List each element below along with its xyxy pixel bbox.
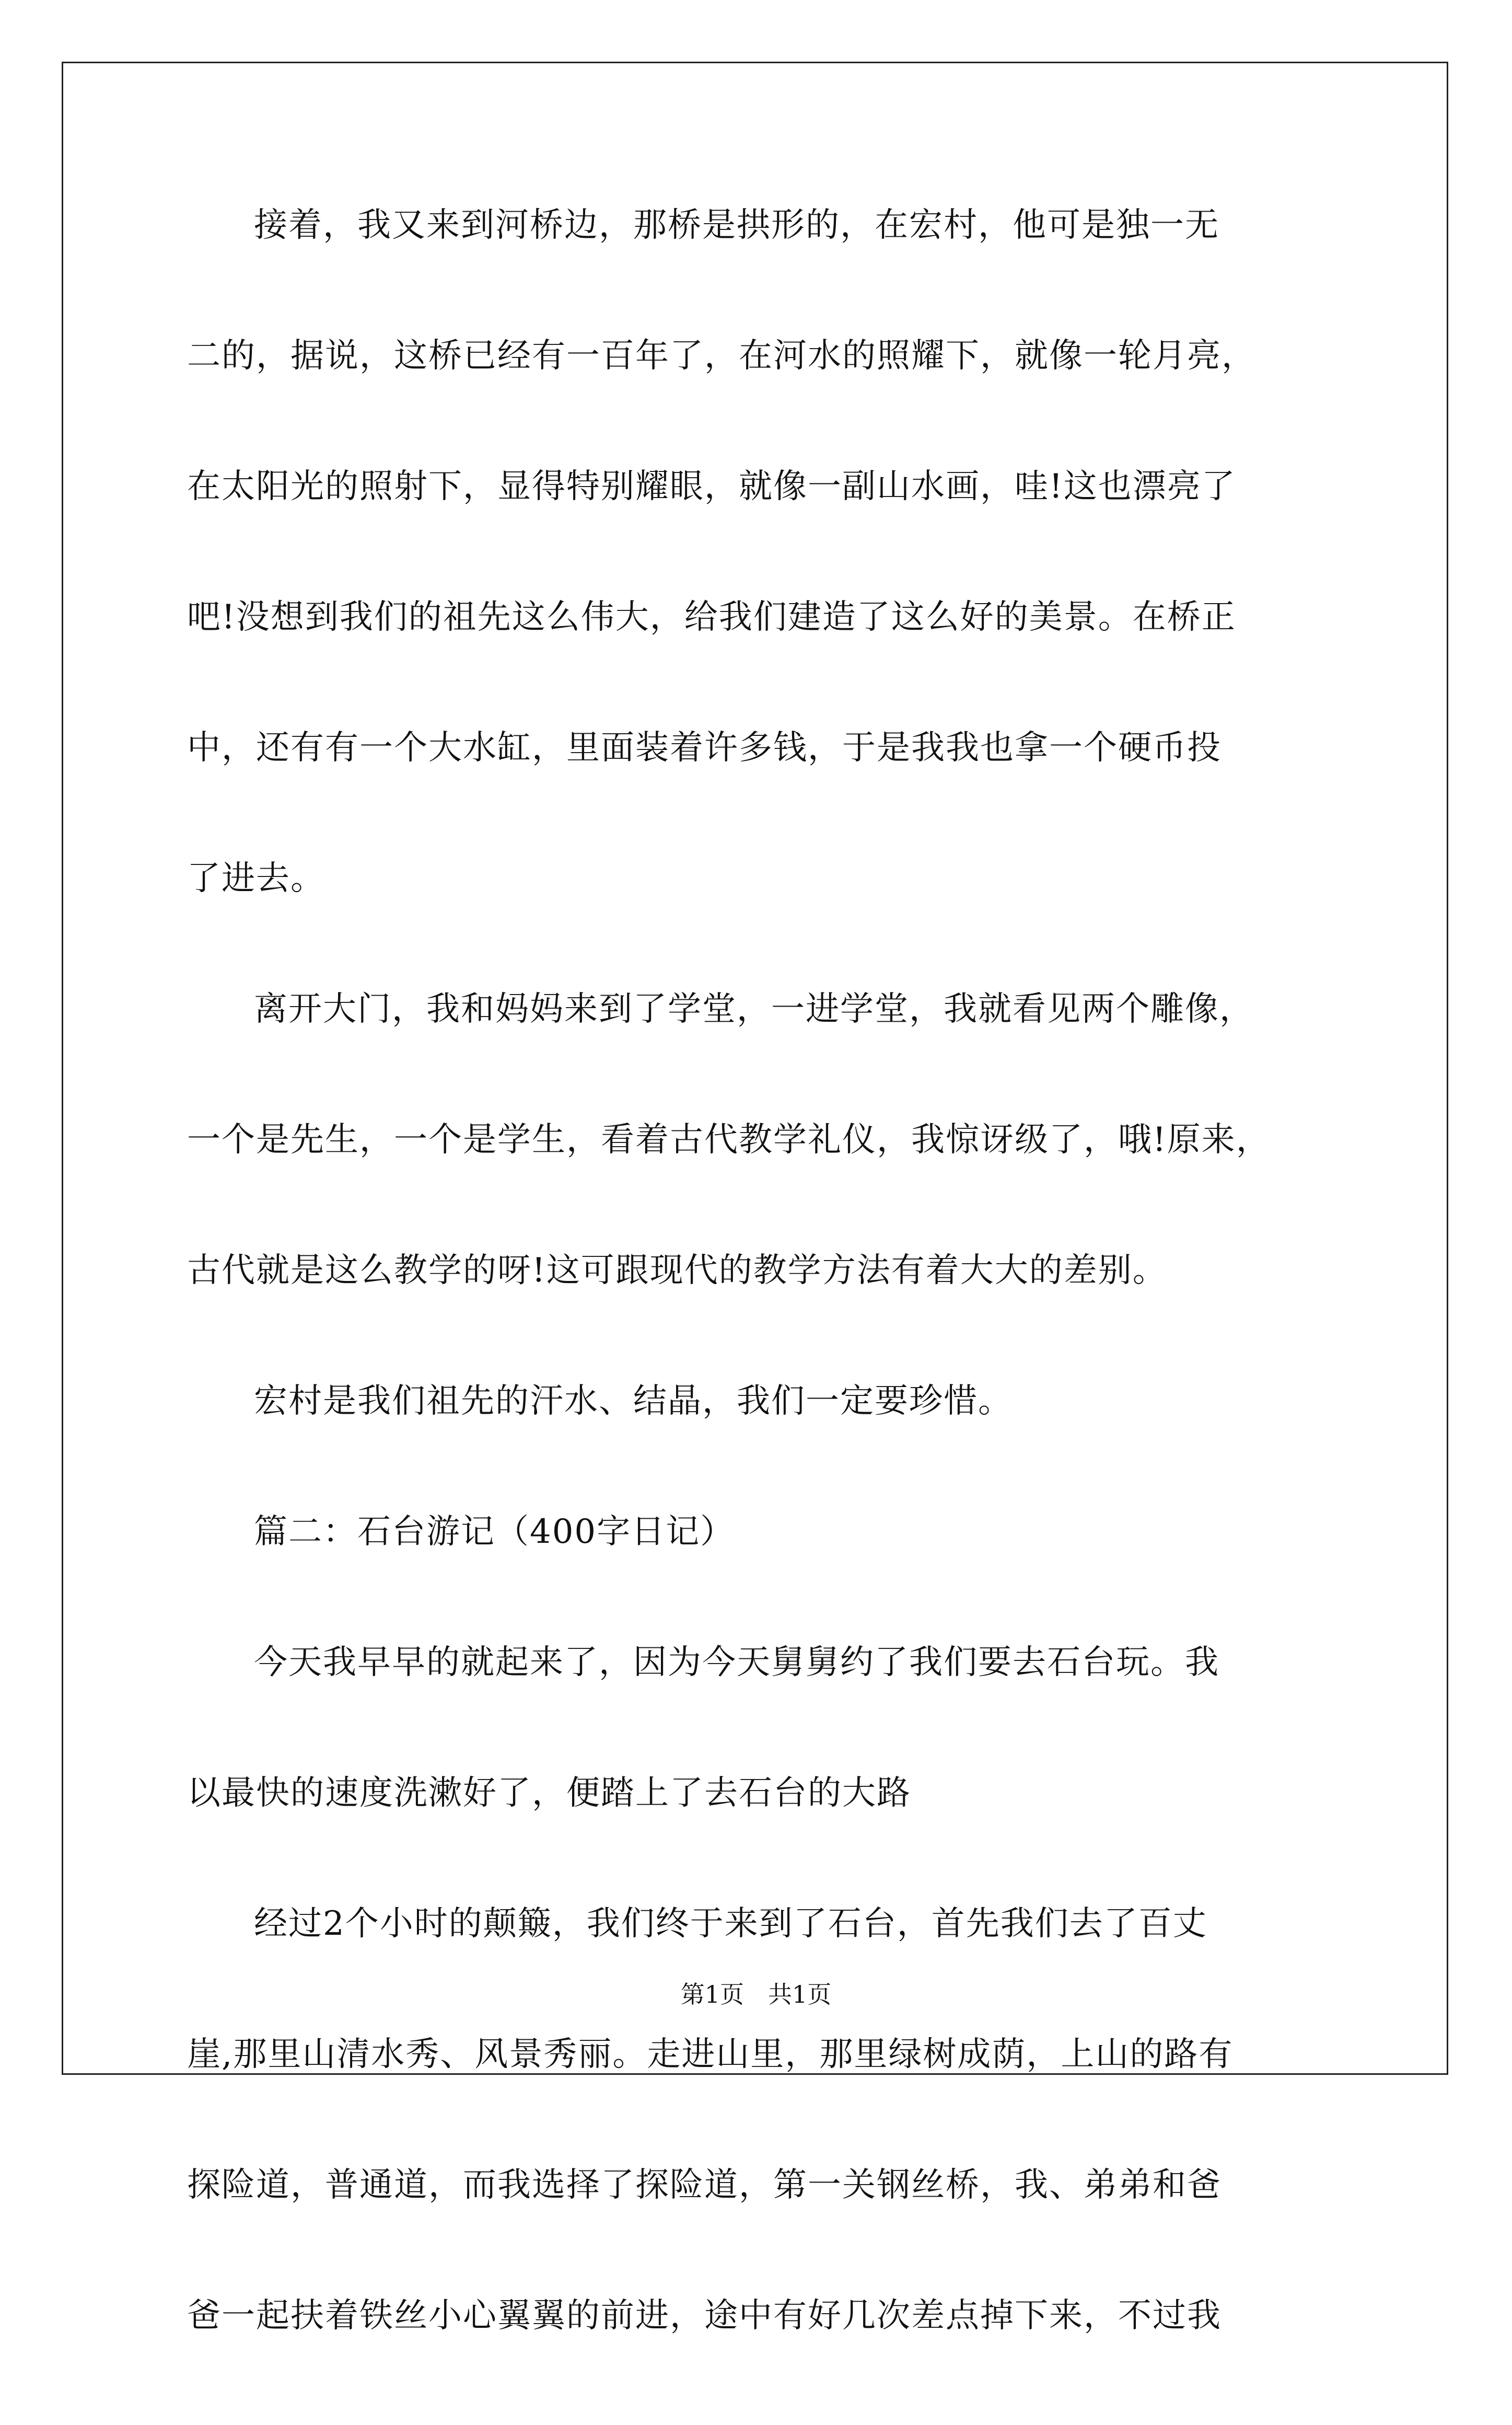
paragraph-line: 一个是先生，一个是学生，看着古代教学礼仪，我惊讶级了，哦!原来， [187,1121,1271,1159]
paragraph-line: 今天我早早的就起来了，因为今天舅舅约了我们要去石台玩。我 [254,1643,1219,1682]
paragraph-line: 吧!没想到我们的祖先这么伟大，给我们建造了这么好的美景。在桥正 [187,598,1236,637]
page-footer: 第1页 共1页 [680,1980,832,2008]
document-body [187,204,1336,2425]
paragraph-line: 以最快的速度洗漱好了，便踏上了去石台的大路 [187,1774,911,1812]
paragraph-line: 宏村是我们祖先的汗水、结晶，我们一定要珍惜。 [254,1382,1013,1421]
paragraph-line: 古代就是这么教学的呀!这可跟现代的教学方法有着大大的差别。 [187,1251,1167,1290]
paragraph-line: 在太阳光的照射下，显得特别耀眼，就像一副山水画，哇!这也漂亮了 [187,467,1236,506]
paragraph-line: 探险道，普通道，而我选择了探险道，第一关钢丝桥，我、弟弟和爸 [187,2166,1222,2204]
paragraph-line: 崖,那里山清水秀、风景秀丽。走进山里，那里绿树成荫，上山的路有 [187,2035,1234,2074]
paragraph-line: 经过2个小时的颠簸，我们终于来到了石台，首先我们去了百丈 [254,1904,1207,1943]
paragraph-line: 了进去。 [187,859,325,898]
paragraph-line: 离开大门，我和妈妈来到了学堂，一进学堂，我就看见两个雕像， [254,990,1254,1029]
paragraph-line: 中，还有有一个大水缸，里面装着许多钱，于是我我也拿一个硬币投 [187,729,1222,767]
paragraph-line: 爸一起扶着铁丝小心翼翼的前进，途中有好几次差点掉下来，不过我 [187,2296,1222,2335]
section-heading: 篇二：石台游记（400字日记） [254,1512,735,1551]
paragraph-line: 接着，我又来到河桥边，那桥是拱形的，在宏村，他可是独一无 [254,206,1219,245]
paragraph-line: 二的，据说，这桥已经有一百年了，在河水的照耀下，就像一轮月亮， [187,337,1256,375]
